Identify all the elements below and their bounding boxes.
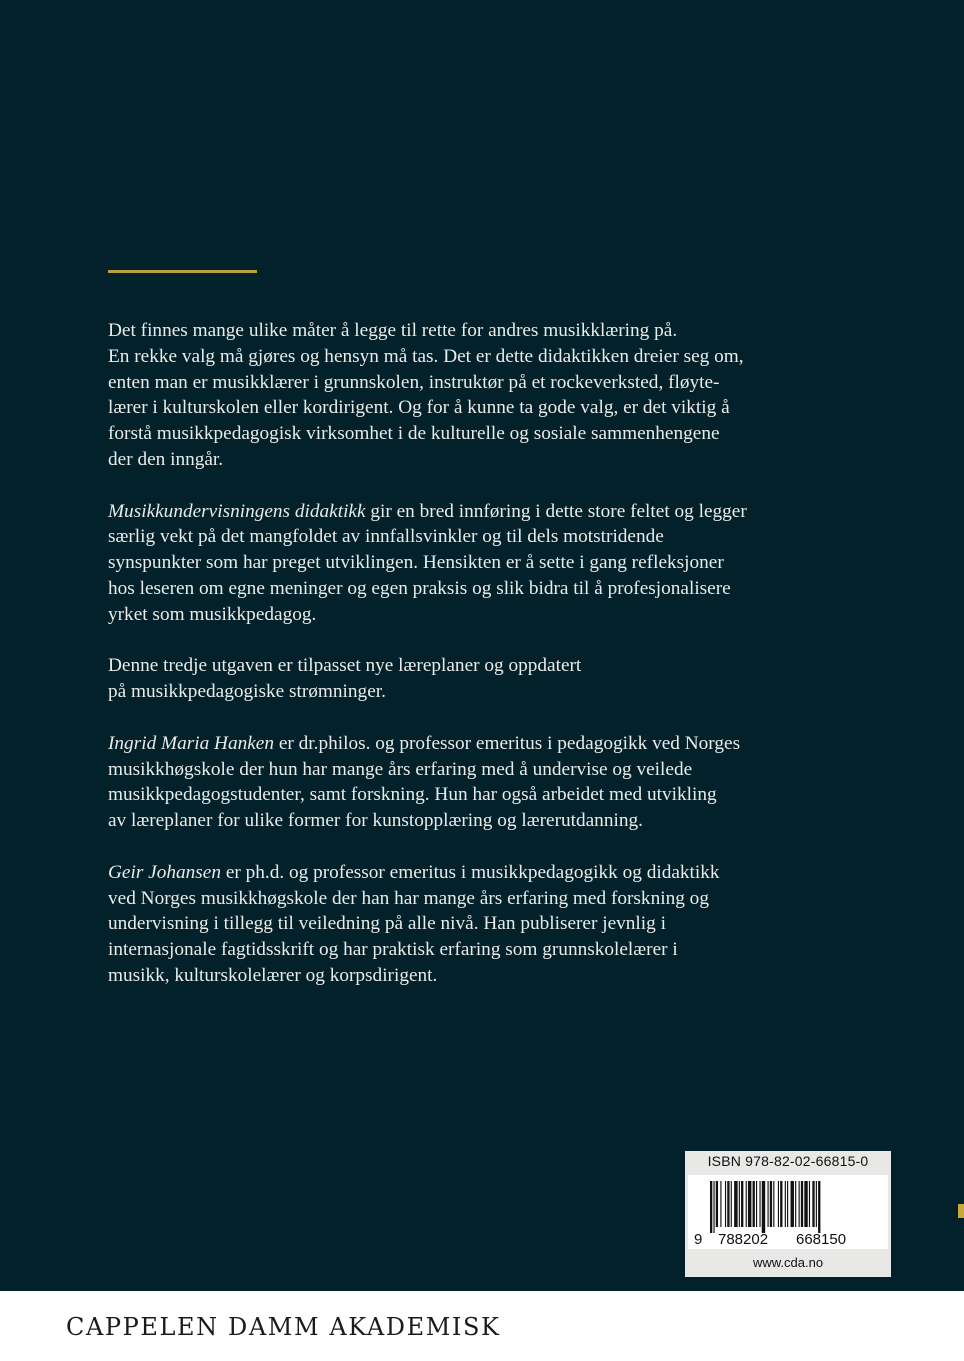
barcode-bar bbox=[768, 1181, 769, 1227]
text-line: Denne tredje utgaven er tilpasset nye læreplaner og oppdatert bbox=[108, 655, 582, 677]
text-line bbox=[108, 499, 848, 525]
blurb-paragraph-2 bbox=[108, 499, 848, 628]
barcode-bar bbox=[731, 1181, 732, 1227]
text-line bbox=[108, 860, 848, 886]
text-line: lærer i kulturskolen eller kordirigent. Og for å kunne ta gode valg, er det viktig å bbox=[108, 397, 730, 419]
barcode-bar bbox=[804, 1181, 807, 1227]
barcode-bar bbox=[791, 1181, 794, 1227]
barcode-bar bbox=[785, 1181, 786, 1227]
barcode-bar bbox=[734, 1181, 737, 1227]
book-title: Musikkundervisningens didaktikk bbox=[108, 500, 366, 522]
barcode-bar bbox=[770, 1181, 772, 1227]
barcode-bar bbox=[801, 1181, 803, 1227]
barcode-bar bbox=[787, 1181, 788, 1227]
text-line: musikk, kulturskolelærer og korpsdirigent. bbox=[108, 964, 438, 986]
text-line: ved Norges musikkhøgskole der han har mange års erfaring med forskning og bbox=[108, 887, 709, 909]
text-line bbox=[108, 731, 848, 757]
barcode-bar bbox=[778, 1181, 779, 1227]
text-line: hos leseren om egne meninger og egen praksis og slik bidra til å profesjonalisere bbox=[108, 577, 731, 599]
text-line: forstå musikkpedagogisk virksomhet i de kulturelle og sosiale sammenhengene bbox=[108, 423, 720, 445]
barcode-bar bbox=[799, 1181, 800, 1227]
text-line: undervisning i tillegg til veiledning på alle nivå. Han publiserer jevnlig i bbox=[108, 913, 666, 935]
barcode-bar bbox=[748, 1181, 751, 1227]
barcode-bar bbox=[720, 1181, 721, 1227]
barcode-bar bbox=[795, 1181, 796, 1227]
barcode-bar bbox=[753, 1181, 755, 1227]
isbn-label: ISBN 978-82-02-66815-0 bbox=[707, 1153, 869, 1169]
text-line: Det finnes mange ulike måter å legge til rette for andres musikklæring på. bbox=[108, 320, 678, 341]
text-run: er dr.philos. og professor emeritus i pedagogikk ved Norges bbox=[274, 732, 741, 754]
barcode-bar bbox=[741, 1181, 743, 1227]
barcode-bar bbox=[710, 1181, 712, 1233]
barcode-bar bbox=[716, 1181, 718, 1227]
barcode-bar bbox=[727, 1181, 729, 1227]
text-line: enten man er musikklærer i grunnskolen, instruktør på et rockeverksted, fløyte- bbox=[108, 371, 720, 393]
blurb-paragraph-3 bbox=[108, 653, 848, 705]
barcode-bar bbox=[759, 1181, 760, 1227]
author-bio-1 bbox=[108, 731, 848, 834]
text-line: yrket som musikkpedagog. bbox=[108, 603, 317, 625]
blurb-paragraph-1 bbox=[108, 318, 848, 473]
text-line: En rekke valg må gjøres og hensyn må tas. Det er dette didaktikken dreier seg om, bbox=[108, 345, 744, 367]
barcode-bar bbox=[780, 1181, 782, 1227]
barcode-bar bbox=[816, 1181, 817, 1227]
accent-rule bbox=[108, 270, 257, 273]
isbn-block bbox=[685, 1151, 891, 1277]
author-bio-2 bbox=[108, 860, 848, 989]
barcode-bar bbox=[739, 1181, 740, 1227]
barcode-bar bbox=[746, 1181, 747, 1227]
author-name: Ingrid Maria Hanken bbox=[108, 732, 275, 754]
text-line: synspunkter som har preget utviklingen. Hensikten er å sette i gang refleksjoner bbox=[108, 552, 724, 574]
barcode-digit-group: 668150 bbox=[796, 1231, 847, 1248]
text-line: der den inngår. bbox=[108, 448, 224, 470]
barcode-icon bbox=[710, 1181, 870, 1233]
spine-mark bbox=[958, 1204, 964, 1218]
barcode-bar bbox=[818, 1181, 820, 1233]
text-line: av læreplaner for ulike former for kunstopplæring og lærerutdanning. bbox=[108, 810, 643, 832]
barcode-digit-group: 9 bbox=[694, 1231, 703, 1248]
text-run: er ph.d. og professor emeritus i musikkpedagogikk og didaktikk bbox=[221, 861, 720, 883]
text-line: internasjonale fagtidsskrift og har praktisk erfaring som grunnskolelærer i bbox=[108, 939, 678, 961]
barcode-box bbox=[688, 1175, 888, 1249]
barcode-bar bbox=[762, 1181, 765, 1233]
barcode-bar bbox=[812, 1181, 814, 1227]
text-line: musikkhøgskole der hun har mange års erfaring med å undervise og veilede bbox=[108, 758, 693, 780]
text-line: særlig vekt på det mangfoldet av innfallsvinkler og til dels motstridende bbox=[108, 526, 664, 548]
website-link[interactable]: www.cda.no bbox=[752, 1255, 824, 1270]
publisher-logo: CAPPELEN DAMM AKADEMISK bbox=[66, 1313, 501, 1341]
blurb-text bbox=[108, 318, 848, 1015]
barcode-bar bbox=[773, 1181, 774, 1227]
barcode-digit-group: 788202 bbox=[718, 1231, 769, 1248]
text-run: gir en bred innføring i dette store feltet og legger bbox=[365, 500, 747, 522]
text-line: musikkpedagogstudenter, samt forskning. Hun har også arbeidet med utvikling bbox=[108, 784, 717, 806]
author-name: Geir Johansen bbox=[108, 861, 221, 883]
barcode-bar bbox=[809, 1181, 810, 1227]
text-line: på musikkpedagogiske strømninger. bbox=[108, 681, 386, 703]
barcode-bar bbox=[756, 1181, 757, 1227]
barcode-bar bbox=[725, 1181, 726, 1227]
barcode-bar bbox=[713, 1181, 714, 1233]
